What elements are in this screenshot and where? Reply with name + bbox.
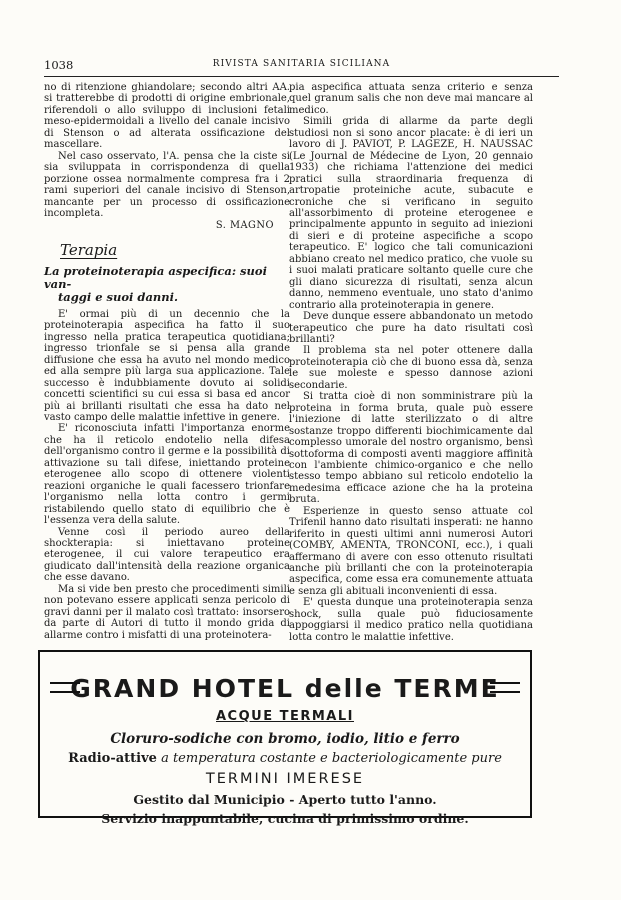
right-paragraph: Simili grida di allarme da parte degli studiosi non si sono ancor placate: è di ieri un lavoro di J. PAVIOT, P. LAGEZE, H. NAUSSAC (Le Journal de Médecine de Lyon, 20 gennaio 1933) che richiama l'attenzione dei medici pratici sulla straordinaria frequenza di artropatie proteiniche acute, subacute e croniche che si verificano in seguito all'assorbimento di proteine eterogenee e principalmente appunto in seguito ad iniezioni di sieri e di proteine aspecifiche a scopo terapeutico. E' logico che tali comunicazioni abbiano creato nel medico pratico, che vuole su i suoi malati praticare soltanto quelle cure che gli diano sicurezza di risultati, senza alcun danno, nemmeno eventuale, uno stato d'animo contrario alla proteinoterapia in genere.	[289, 116, 533, 311]
ad-line-properties-rest: a temperatura costante e bacteriologicamente pure	[156, 751, 502, 766]
right-paragraph: pia aspecifica attuata senza criterio e senza quel granum salis che non deve mai mancare al medico.	[289, 82, 533, 116]
left-paragraph: Ma si vide ben presto che procedimenti simili non potevano essere applicati senza pericolo di gravi danni per il malato così trattato: insorsero da parte di Autori di tutto il mondo grida di allarme contro i misfatti di una proteinotera-	[44, 583, 290, 641]
ad-line-properties-prefix: Radio-attive	[68, 751, 157, 766]
ad-ornament-right	[490, 682, 520, 693]
article-title-line: La proteinoterapia aspecifica: suoi van-	[44, 263, 267, 291]
ad-line-service: Servizio inappuntabile, cucina di primissimo ordine.	[101, 811, 469, 826]
right-paragraph: Esperienze in questo senso attuate col Trifenil hanno dato risultati insperati: ne hanno riferito in questi ultimi anni numerosi Autori (COMBY, AMENTA, TRONCONI, ecc.), i quali affermano di avere con esso ottenuto risultati anche più brillanti che con la proteinoterapia aspecifica, come essa era comunemente attuata e senza gli abituali inconvenienti di essa.	[289, 505, 533, 597]
page-number: 1038	[44, 58, 74, 72]
right-paragraph: Si tratta cioè di non somministrare più la proteina in forma bruta, quale può essere l'iniezione di latte sterilizzato o di altre sostanze troppo differenti biochimicamente dal complesso umorale del nostro organismo, bensì sottoforma di composti aventi maggiore affinità con l'ambiente chimico-organico e che nello stesso tempo abbiano sul reticolo endotelio la medesima efficace azione che ha la proteina bruta.	[289, 391, 533, 506]
left-paragraph: E' ormai più di un decennio che la proteinoterapia aspecifica ha fatto il suo ingresso nella pratica terapeutica quotidiana; ingresso trionfale se si pensa alla grande diffusione che essa ha avuto nel mondo medico ed alla sempre più larga sua applicazione. Tale successo è indubbiamente dovuto ai solidi concetti scientifici su cui essa si basa ed ancor più ai brillanti risultati che essa ha dato nel vasto campo delle malattie infettive in genere.	[44, 308, 290, 423]
right-paragraph: E' questa dunque una proteinoterapia senza shock, sulla quale può fiduciosamente appoggiarsi il medico pratico nella quotidiana lotta contro le malattie infettive.	[289, 597, 533, 643]
left-paragraph: no di ritenzione ghiandolare; secondo altri AA. si tratterebbe di prodotti di origine embrionale, riferendoli o allo sviluppo di inclusioni fetali meso-epidermoidali a livello del canale incisivo di Stenson o ad alterata ossificazione del mascellare.	[44, 82, 290, 151]
ad-subtitle: ACQUE TERMALI	[216, 709, 354, 724]
ad-line-management: Gestito dal Municipio - Aperto tutto l'anno.	[133, 792, 437, 807]
left-paragraph: Venne così il periodo aureo della shockterapia: si iniettavano proteine eterogenee, il cui valore terapeutico era giudicato dall'intensità della reazione organica che esse davano.	[44, 526, 290, 584]
right-paragraph: Il problema sta nel poter ottenere dalla proteinoterapia ciò che di buono essa dà, senza le sue moleste e spesso dannose azioni secondarie.	[289, 345, 533, 391]
hotel-advertisement	[38, 650, 532, 826]
left-paragraph: Nel caso osservato, l'A. pensa che la ciste si sia sviluppata in corrispondenza di quella porzione ossea normalmente compresa fra i 2 rami superiori del canale incisivo di Stenson, mancante per un processo di ossificazione incompleta.	[44, 150, 290, 219]
ad-line-location: TERMINI IMERESE	[205, 771, 365, 787]
ad-line-properties	[40, 751, 530, 766]
left-paragraph: E' riconosciuta infatti l'importanza enorme che ha il reticolo endotelio nella difesa dell'organismo contro il germe e la possibilità di attivazione su tali difese, iniettando proteine eterogenee allo scopo di ottenere violenti reazioni organiche le quali facessero trionfare l'organismo nella lotta contro i germi ristabilendo quello stato di equilibrio che è l'essenza vera della salute.	[44, 423, 290, 527]
author-signature: S. MAGNO	[215, 220, 274, 232]
ad-ornament-left	[50, 682, 80, 693]
article-title	[44, 265, 290, 304]
right-paragraph: Deve dunque essere abbandonato un metodo terapeutico che pure ha dato risultati così brillanti?	[289, 311, 533, 345]
right-column	[289, 82, 533, 643]
left-column	[44, 82, 290, 641]
journal-title: RIVISTA SANITARIA SICILIANA	[212, 59, 391, 69]
ad-title: GRAND HOTEL delle TERME	[70, 674, 500, 703]
article-title-line: taggi e suoi danni.	[58, 289, 179, 304]
section-title: Terapia	[60, 240, 118, 259]
ad-line-composition: Cloruro-sodiche con bromo, iodio, litio e ferro	[110, 731, 460, 747]
ad-title-row	[40, 674, 530, 704]
header-rule	[44, 76, 559, 77]
page-header	[44, 58, 559, 78]
